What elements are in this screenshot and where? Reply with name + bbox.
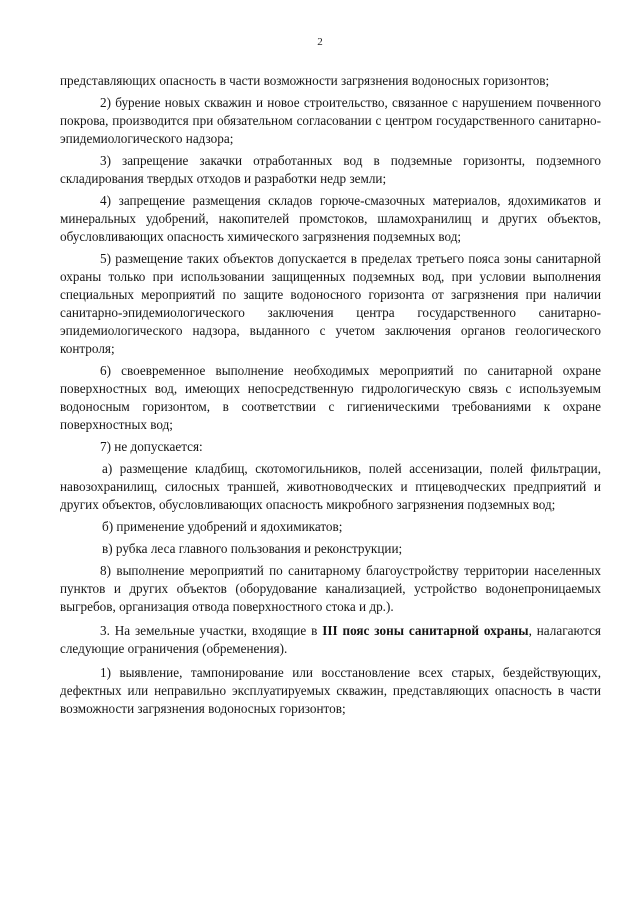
document-body: [60, 72, 601, 718]
section-3-tail: , налагаются следующие ограничения (обременения).: [60, 623, 601, 656]
list-item-8: 8) выполнение мероприятий по санитарному благоустройству территории населенных пунктов и других объектов (оборудование канализацией, устройство водонепроницаемых выгребов, организация отвода поверхностного стока и др.).: [60, 563, 601, 614]
list-item-5: 5) размещение таких объектов допускается в пределах третьего пояса зоны санитарной охраны только при использовании защищенных подземных вод, при условии выполнения специальных мероприятий по защите водоносного горизонта от загрязнения при наличии санитарно-эпидемиологического заключения центра государственного санитарно-эпидемиологического надзора, выданного с учетом заключения органов геологического контроля;: [60, 251, 601, 356]
list-item-7: 7) не допускается:: [100, 439, 203, 454]
section-3-bold: III пояс зоны санитарной охраны: [322, 623, 529, 638]
list-item-6: 6) своевременное выполнение необходимых мероприятий по санитарной охране поверхностных вод, имеющих непосредственную гидрологическую связь с используемым водоносным горизонтом, в соответствии с гигиеническими требованиями к охране поверхностных вод;: [60, 363, 601, 432]
section-3-item-1: 1) выявление, тампонирование или восстановление всех старых, бездействующих, дефектных или неправильно эксплуатируемых скважин, представляющих опасность в части возможности загрязнения водоносных горизонтов;: [60, 665, 601, 716]
page-number: 2: [317, 36, 323, 48]
list-item-2: 2) бурение новых скважин и новое строительство, связанное с нарушением почвенного покрова, производится при обязательном согласовании с центром государственного санитарно-эпидемиологического надзора;: [60, 95, 601, 146]
section-3-lead: 3. На земельные участки, входящие в: [100, 623, 323, 638]
paragraph-continuation: представляющих опасность в части возможности загрязнения водоносных горизонтов;: [60, 73, 550, 88]
sub-item-v: в) рубка леса главного пользования и реконструкции;: [102, 541, 403, 556]
sub-item-a: а) размещение кладбищ, скотомогильников, полей ассенизации, полей фильтрации, навозохранилищ, силосных траншей, животноводческих и птицеводческих предприятий и других объектов, обусловливающих опасность микробного загрязнения подземных вод;: [60, 461, 601, 512]
sub-item-b: б) применение удобрений и ядохимикатов;: [102, 519, 343, 534]
list-item-3: 3) запрещение закачки отработанных вод в подземные горизонты, подземного складирования твердых отходов и разработки недр земли;: [60, 153, 601, 186]
list-item-4: 4) запрещение размещения складов горюче-смазочных материалов, ядохимикатов и минеральных удобрений, накопителей промстоков, шламохранилищ и других объектов, обусловливающих опасность химического загрязнения подземных вод;: [60, 193, 601, 244]
section-3-heading: [60, 622, 601, 658]
